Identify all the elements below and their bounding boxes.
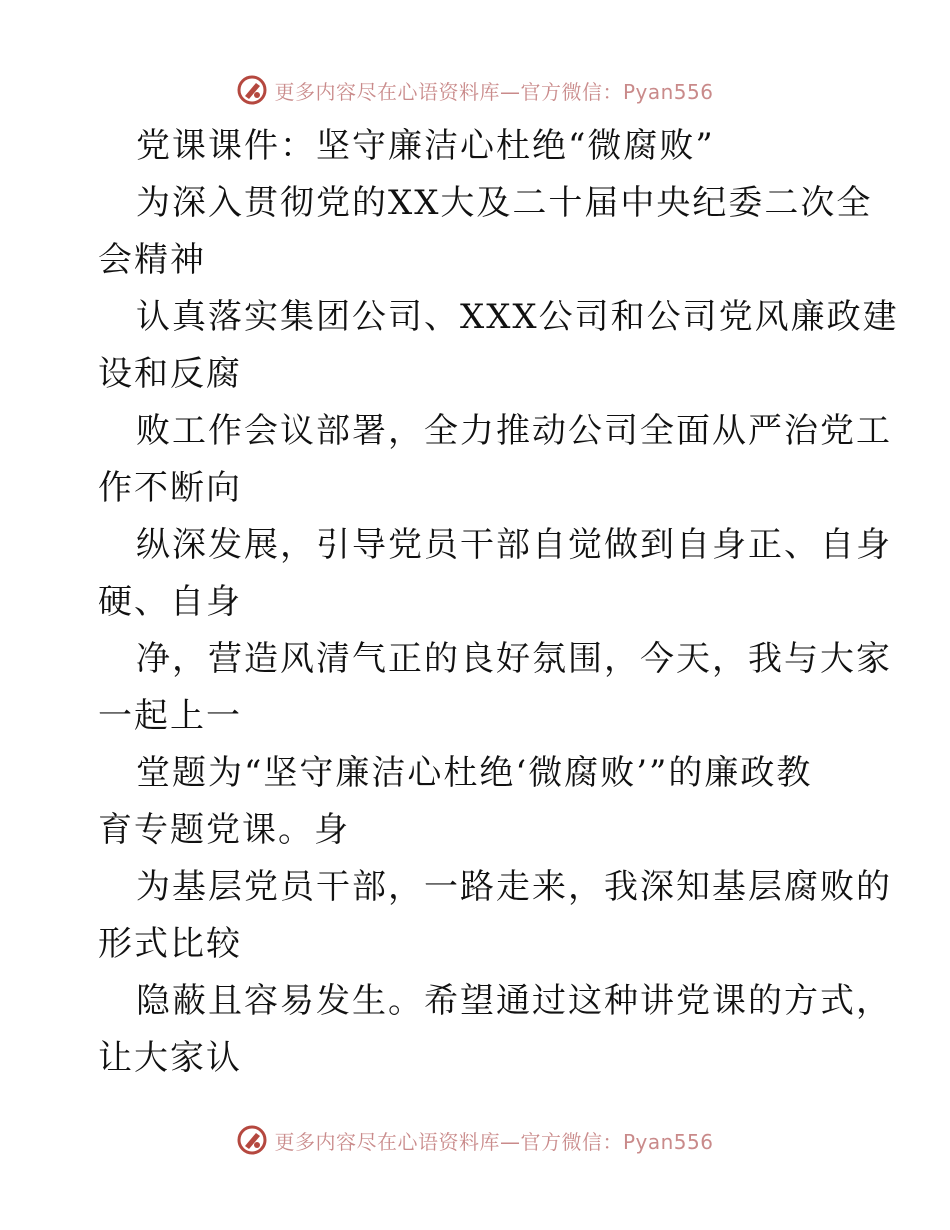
paragraph-line: 纵深发展，引导党员干部自觉做到自身正、自身 bbox=[136, 525, 892, 565]
header-banner bbox=[0, 70, 950, 110]
paragraph-line: 一起上一 bbox=[98, 696, 242, 736]
footer-banner bbox=[0, 1120, 950, 1160]
paragraph-line: 育专题党课。身 bbox=[98, 810, 350, 850]
paragraph-line: 认真落实集团公司、XXX公司和公司党风廉政建 bbox=[136, 297, 899, 337]
paragraph-line: 堂题为“坚守廉洁心杜绝‘微腐败’”的廉政教 bbox=[136, 753, 813, 793]
logo-icon bbox=[236, 1124, 268, 1156]
document-body bbox=[98, 118, 899, 1087]
paragraph-line: 形式比较 bbox=[98, 924, 242, 964]
paragraph-line: 硬、自身 bbox=[98, 582, 242, 622]
logo-icon bbox=[236, 74, 268, 106]
paragraph-line: 让大家认 bbox=[98, 1038, 242, 1078]
paragraph-line: 败工作会议部署，全力推动公司全面从严治党工 bbox=[136, 411, 892, 451]
footer-banner-text: 更多内容尽在心语资料库—官方微信：Pyan556 bbox=[274, 1129, 714, 1154]
paragraph-line: 为基层党员干部，一路走来，我深知基层腐败的 bbox=[136, 867, 892, 907]
paragraph-line: 会精神 bbox=[98, 240, 206, 280]
paragraph-line: 净，营造风清气正的良好氛围，今天，我与大家 bbox=[136, 639, 892, 679]
header-banner-text: 更多内容尽在心语资料库—官方微信：Pyan556 bbox=[274, 79, 714, 104]
paragraph-line: 作不断向 bbox=[98, 468, 242, 508]
paragraph-line: 隐蔽且容易发生。希望通过这种讲党课的方式， bbox=[136, 981, 892, 1021]
document-title: 党课课件：坚守廉洁心杜绝“微腐败” bbox=[136, 126, 715, 166]
paragraph-line: 为深入贯彻党的XX大及二十届中央纪委二次全 bbox=[136, 183, 873, 223]
paragraph-line: 设和反腐 bbox=[98, 354, 242, 394]
